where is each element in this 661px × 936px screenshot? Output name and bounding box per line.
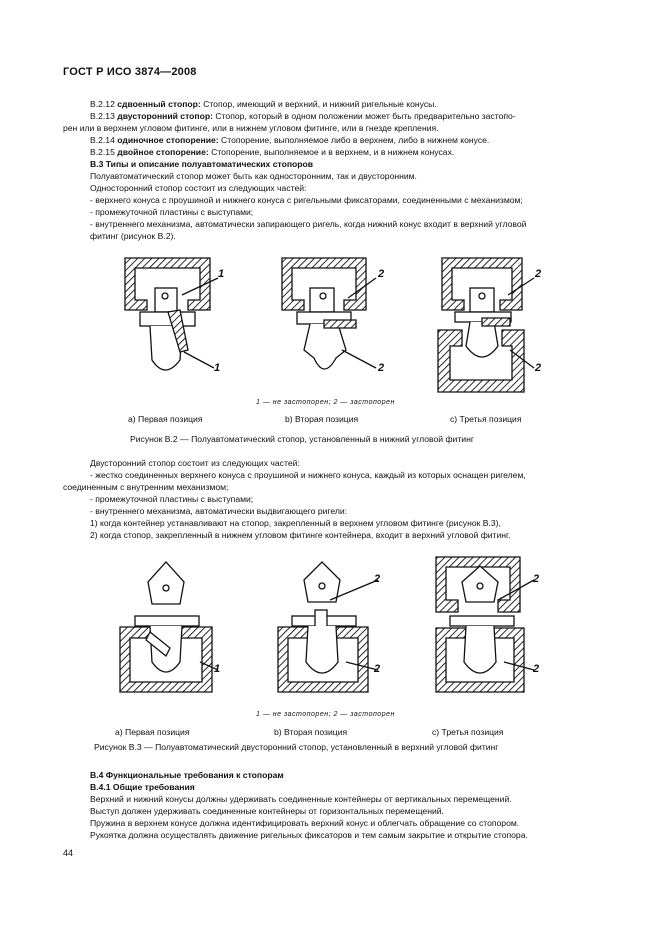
figure-b2-drawing [110,250,570,400]
figure-b2-legend: 1 — не застопорен; 2 — застопорен [256,399,395,406]
def-b2-14: B.2.14 одиночное стопорение: Стопорение, выполняемое либо в верхнем, либо в нижнем конусе. [90,135,490,145]
b3-line: - промежуточной пластины с выступами; [90,207,254,217]
figure-b2-subcaption-a: а) Первая позиция [128,414,203,424]
two-sided-line: - промежуточной пластины с выступами; [90,494,254,504]
callout-2: 2 [535,362,542,374]
two-sided-line: соединенным с внутренним механизмом; [63,482,229,492]
callout-2: 2 [378,268,385,280]
callout-2: 2 [535,268,542,280]
def-b2-13: B.2.13 двусторонний стопор: Стопор, который в одном положении может быть предварительно застопо- [90,111,516,121]
callout-1: 1 [214,362,221,374]
b3-line: фитинг (рисунок B.2). [90,231,176,241]
two-sided-line: 1) когда контейнер устанавливают на стопор, закрепленный в верхнем угловом фитинге (рисунок B.3), [90,518,501,528]
def-b2-15: B.2.15 двойное стопорение: Стопорение, выполняемое и в верхнем, и в нижнем конусах. [90,147,455,157]
two-sided-line: 2) когда стопор, закрепленный в нижнем угловом фитинге контейнера, входит в верхний угловой фитинг. [90,530,511,540]
b3-line: Односторонний стопор состоит из следующих частей: [90,183,307,193]
callout-2: 2 [378,362,385,374]
b4-line: Рукоятка должна осуществлять движение ригельных фиксаторов и тем самым закрытие и открытие стопора. [90,830,528,840]
fig-b2a-fitting [125,258,210,370]
two-sided-line: - внутреннего механизма, автоматически выдвигающего ригели: [90,506,348,516]
b4-line: Выступ должен удерживать соединенные контейнеры от горизонтальных перемещений. [90,806,444,816]
two-sided-line: Двусторонний стопор состоит из следующих частей: [90,458,300,468]
figure-b3-legend: 1 — не застопорен; 2 — застопорен [256,711,395,718]
def-b2-13-cont: рен или в верхнем угловом фитинге, или в нижнем угловом фитинге, или в гнезде крепления. [63,123,439,133]
section-b3-heading: B.3 Типы и описание полуавтоматических стопоров [90,159,314,169]
two-sided-line: - жестко соединенных верхнего конуса с проушиной и нижнего конуса, каждый из которых оснащен ригелем, [90,470,526,480]
figure-b3-caption: Рисунок B.3 — Полуавтоматический двусторонний стопор, установленный в верхний угловой фитинг [94,742,499,752]
figure-b3-subcaption-b: b) Вторая позиция [274,727,348,737]
def-b2-12: B.2.12 сдвоенный стопор: Стопор, имеющий и верхний, и нижний ригельные конусы. [90,99,437,109]
figure-b3-drawing [110,552,570,702]
document-header: ГОСТ Р ИСО 3874—2008 [63,66,197,78]
page-number: 44 [63,848,74,858]
fig-b3b-fitting [278,562,368,692]
callout-2: 2 [374,573,381,585]
fig-b2b-fitting [282,258,366,369]
figure-b2-caption: Рисунок B.2 — Полуавтоматический стопор, установленный в нижний угловой фитинг [130,434,474,444]
figure-b3-subcaption-a: а) Первая позиция [115,727,190,737]
callout-2: 2 [533,573,540,585]
b3-line: - верхнего конуса с проушиной и нижнего конуса с ригельными фиксаторами, соединенными с механизмом; [90,195,523,205]
section-b4-1-heading: B.4.1 Общие требования [90,782,195,792]
figure-b2-subcaption-b: b) Вторая позиция [285,414,359,424]
fig-b3a-fitting [120,562,212,692]
section-b4-heading: B.4 Функциональные требования к стопорам [90,770,284,780]
b3-line: - внутреннего механизма, автоматически запирающего ригель, когда нижний конус входит в верхний угловой [90,219,527,229]
b3-line: Полуавтоматический стопор может быть как односторонним, так и двусторонним. [90,171,417,181]
fig-b3c-fittings [436,557,524,692]
figure-b2-subcaption-c: с) Третья позиция [450,414,522,424]
figure-b3-subcaption-c: с) Третья позиция [432,727,504,737]
callout-1: 1 [214,663,221,675]
callout-1: 1 [218,268,225,280]
b4-line: Верхний и нижний конусы должны удерживать соединенные контейнеры от вертикальных перемещений. [90,794,512,804]
callout-2: 2 [533,663,540,675]
callout-2: 2 [374,663,381,675]
b4-line: Пружина в верхнем конусе должна идентифицировать верхний конус и облегчать обращение со стопором. [90,818,520,828]
fig-b2c-fittings [438,258,524,392]
